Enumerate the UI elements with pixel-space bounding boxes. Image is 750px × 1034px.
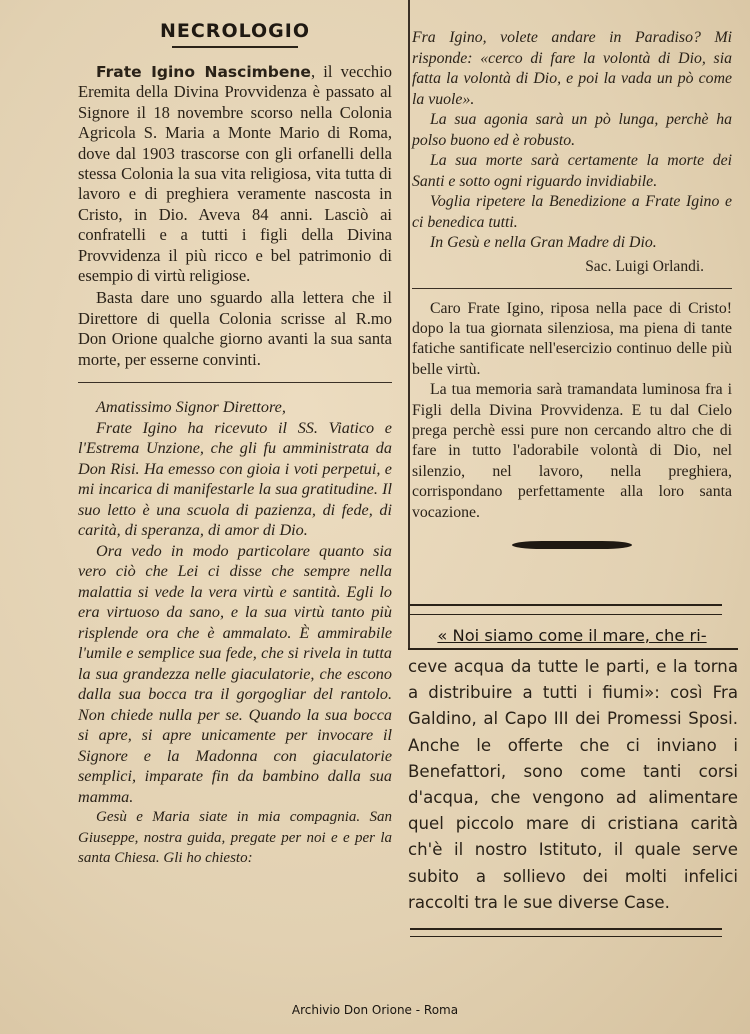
ornamental-separator — [512, 541, 632, 549]
farewell-paragraph: Caro Frate Igino, riposa nella pace di Cristo! dopo la tua giornata silenziosa, ma piena di tante fatiche santificate nell'esercizio continuo delle più belle virtù. — [412, 299, 732, 378]
column-divider — [408, 0, 410, 648]
letter-continuation: La sua morte sarà certamente la morte dei Santi e sotto ogni riguardo invidiabile. — [412, 152, 732, 190]
letter-paragraph: Frate Igino ha ricevuto il SS. Viatico e l'Estrema Unzione, che gli fu amministrata da Don Risi. Ha emesso con gioia i voti perpetui, e mi incarica di manifestarle la sua gratitudine. Il suo letto è una scuola di pazienza, di fede, di carità, di speranza, di amor di Dio. — [78, 418, 392, 540]
benefactors-box — [408, 648, 738, 916]
section-divider — [78, 382, 392, 383]
section-divider — [412, 288, 732, 289]
letter-closing: In Gesù e nella Gran Madre di Dio. — [430, 234, 657, 251]
deceased-name: Frate Igino Nascimbene — [96, 63, 311, 81]
letter-signature: Sac. Luigi Orlandi. — [585, 257, 704, 275]
page-title: NECROLOGIO — [159, 20, 310, 42]
obituary-intro — [78, 62, 392, 286]
letter-salutation: Amatissimo Signor Direttore, — [96, 398, 286, 417]
left-column — [78, 14, 392, 869]
right-column — [412, 28, 732, 567]
double-rule — [410, 604, 722, 615]
letter-paragraph: Ora vedo in modo particolare quanto sia vero ciò che Lei ci disse che sempre nella malattia si vede la vera virtù e santità. Egli lo era virtuoso da sano, e la sua virtù tanto più risplende ora che è ammalato. È ammirabile l'umile e semplice sua fede, che si rivela in tutta la sua grandezza nelle giaculatorie, che escono dalla sua bocca tra il gorgogliar del rantolo. Non chiede nulla per se. Quando la sua bocca si apre, si apre unicamente per invocare il Signore e la Madonna con giaculatorie semplici, imparate fin da bambino dalla sua mamma. — [78, 541, 392, 806]
letter-paragraph: Gesù e Maria siate in mia compagnia. San Giuseppe, nostra guida, pregate per noi e e per la santa Chiesa. Gli ho chiesto: — [78, 809, 392, 867]
benefactors-text: ceve acqua da tutte le parti, e la torna a distribuire a tutti i fiumi»: così Fra Galdino, al Capo III dei Promessi Sposi. Anche le offerte che ci inviano i Benefattori, sono come tanti corsi d'acqua, che vengono ad alimentare quel piccolo mare di cristiana carità ch'è il nostro Istituto, il quale serve subito a sollievo dei molti infelici raccolti tra le sue diverse Case. — [408, 657, 738, 912]
letter-continuation: Fra Igino, volete andare in Paradiso? Mi risponde: «cerco di fare la volontà di Dio, sia fatta la volontà di Dio, e poi la vada un pò come la vuole». — [412, 29, 732, 108]
obituary-letter-intro: Basta dare uno sguardo alla lettera che il Direttore di quella Colonia scrisse al R.mo Don Orione qualche giorno avanti la sua santa morte, per esserne convinti. — [78, 288, 392, 369]
archive-footer: Archivio Don Orione - Roma — [291, 1003, 459, 1017]
bottom-rule — [410, 928, 722, 937]
farewell-paragraph: La tua memoria sarà tramandata luminosa fra i Figli della Divina Provvidenza. E tu dal Cielo prega perchè essi pure non cercando altro che di fare in tutto l'adorabile volontà di Dio, nel silenzio, nel lavoro, nella preghiera, corrispondano perfettamente alla loro santa vocazione. — [412, 381, 732, 521]
letter-continuation: La sua agonia sarà un pò lunga, perchè ha polso buono ed è robusto. — [412, 111, 732, 149]
letter-continuation: Voglia ripetere la Benedizione a Frate Igino e ci benedica tutti. — [412, 193, 732, 231]
obituary-intro-text: , il vecchio Eremita della Divina Provvidenza è passato al Signore il 18 novembre scorso nella Colonia Agricola S. Maria a Monte Mario di Roma, dove dal 1903 trascorse con gli orfanelli della stessa Colonia la sua vita religiosa, vita tutta di lavoro e di preghiera veramente nascosta in Cristo, in Dio. Aveva 84 anni. Lasciò ai confratelli e a tutti i figli della Divina Provvidenza il più ricco e bel patrimonio di esempio di virtù religiose. — [78, 62, 392, 286]
quote-first-line: « Noi siamo come il mare, che ri- — [437, 626, 707, 645]
title-underline — [172, 46, 298, 48]
